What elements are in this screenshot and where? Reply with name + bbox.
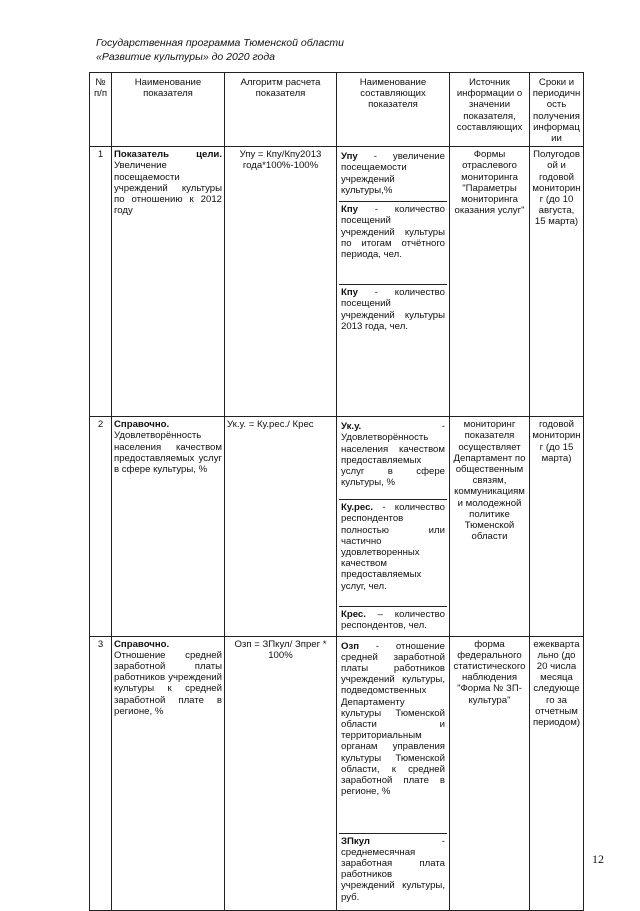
component-item — [339, 834, 447, 905]
component-code: Кпу — [341, 287, 358, 299]
row-number: 2 — [90, 417, 112, 636]
components-cell — [337, 147, 450, 417]
source-cell: форма федерального статистического наблюдения "Форма № ЗП-культура" — [450, 636, 530, 910]
indicator-label: Показатель цели. — [114, 149, 222, 161]
component-code: Кпу — [341, 204, 358, 216]
component-code: ЗПкул — [341, 835, 371, 847]
table-row — [90, 417, 584, 636]
component-code: Озп — [341, 640, 360, 652]
header-line-program: Государственная программа Тюменской области — [96, 37, 344, 49]
col-header-source: Источник информации о значении показателя, составляющих — [450, 73, 530, 147]
component-code: Ук.у. — [341, 421, 362, 433]
component-code: Ку.рес. — [341, 502, 374, 514]
indicator-name-cell — [112, 417, 225, 636]
component-code: Упу — [341, 151, 358, 163]
page-number: 12 — [592, 852, 604, 866]
algorithm-cell: Упу = Кпу/Кпу2013 года*100%-100% — [225, 147, 337, 417]
document-header — [96, 36, 516, 64]
row-number: 3 — [90, 636, 112, 910]
table-header-row — [90, 73, 584, 147]
component-item — [339, 639, 447, 834]
component-text: – количество респондентов, чел. — [341, 609, 445, 632]
component-text: - количество посещений учреждений культуры по итогам отчётного периода, чел. — [341, 204, 445, 261]
component-text: - количество респондентов полностью или частично удовлетворенных качеством предоставляемых услуг, чел. — [341, 502, 445, 592]
row-number: 1 — [90, 147, 112, 417]
component-item — [339, 419, 447, 500]
component-text: - увеличение посещаемости учреждений культуры,% — [341, 151, 445, 196]
col-header-indicator-name: Наименование показателя — [112, 73, 225, 147]
components-cell — [337, 417, 450, 636]
period-cell: годовой мониторинг (до 15 марта) — [530, 417, 584, 636]
component-item — [339, 500, 447, 607]
indicator-name-cell — [112, 636, 225, 910]
component-text: - отношение средней заработной платы работников учреждений культуры, подведомственных Департаменту культуры Тюменской области и территориальным органам управления культуры Тюменской области, к средней заработной плате в регионе, % — [341, 640, 445, 798]
component-text: - Удовлетворённость населения качеством предоставляемых услуг в сфере культуры, % — [341, 421, 445, 489]
col-header-period: Сроки и периодичность получения информации — [530, 73, 584, 147]
component-item — [339, 607, 447, 633]
col-header-components: Наименование составляющих показателя — [337, 73, 450, 147]
component-code: Крес. — [341, 609, 366, 621]
component-text: - количество посещений учреждений культуры 2013 года, чел. — [341, 287, 445, 332]
components-cell — [337, 636, 450, 910]
indicator-label: Справочно. — [114, 419, 170, 431]
col-header-number: № п/п — [90, 73, 112, 147]
source-cell: мониторинг показателя осуществляет Департамент по общественным связям, коммуникациям и молодежной политике Тюменской области — [450, 417, 530, 636]
component-item — [339, 285, 447, 334]
indicator-text: Увеличение посещаемости учреждений культуры по отношению к 2012 году — [114, 160, 222, 217]
component-item — [339, 149, 447, 202]
source-cell: Формы отраслевого мониторинга "Параметры мониторинга оказания услуг" — [450, 147, 530, 417]
component-text: - среднемесячная заработная плата работников учреждений культуры, руб. — [341, 835, 445, 903]
indicator-name-cell — [112, 147, 225, 417]
component-item — [339, 202, 447, 285]
col-header-algorithm: Алгоритм расчета показателя — [225, 73, 337, 147]
table-row — [90, 636, 584, 910]
indicator-label: Справочно. — [114, 638, 170, 650]
period-cell: Полугодовой и годовой мониторинг (до 10 августа, 15 марта) — [530, 147, 584, 417]
table-row — [90, 147, 584, 417]
algorithm-cell: Озп = ЗПкул/ Зпрег * 100% — [225, 636, 337, 910]
indicators-table — [89, 72, 584, 911]
indicator-text: Удовлетворённость населения качеством предоставляемых услуг в сфере культуры, % — [114, 430, 222, 476]
indicator-text: Отношение средней заработной платы работников учреждений культуры к средней заработной плате в регионе, % — [114, 649, 222, 717]
header-line-subtitle: «Развитие культуры» до 2020 года — [96, 51, 275, 63]
algorithm-cell: Ук.у. = Ку.рес./ Крес — [225, 417, 337, 636]
period-cell: ежеквартально (до 20 числа месяца следующего за отчетным периодом) — [530, 636, 584, 910]
